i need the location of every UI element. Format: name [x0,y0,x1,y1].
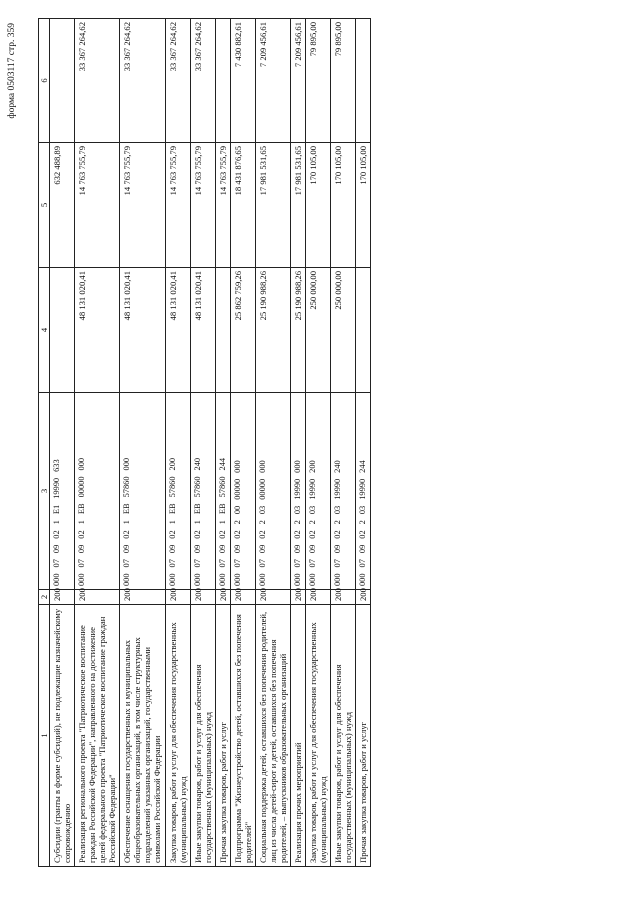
classification-code-cell [230,393,255,590]
executed-amount-cell: 170 105,00 [331,143,356,268]
code-segment: 03 [333,505,343,515]
code-segment: 02 [192,530,202,539]
code-segment: 1 [77,520,87,525]
row-name-cell: Реализация прочих мероприятий [290,605,305,867]
col-header-6: 6 [39,19,50,143]
line-code-cell: 200 [255,590,290,605]
row-name-cell: Обеспечение оснащения государственных и муниципальных общеобразовательных организаций, в том числе структурных подразделений указанных организаций, государственными символами Российской Федерации [120,605,165,867]
approved-amount-cell: 48 131 020,41 [190,268,215,393]
code-segment: 02 [217,530,227,539]
line-code-cell: 200 [75,590,120,605]
code-segment: 07 [77,559,87,568]
code-segment: 07 [52,559,62,568]
code-segment: 244 [358,460,368,473]
code-segment: 000 [77,573,87,586]
line-code-cell: 200 [331,590,356,605]
code-segment: 09 [77,544,87,554]
code-segment: 07 [292,559,302,568]
header-row [39,19,50,867]
col-header-1: 1 [39,605,50,867]
code-segment: EB [167,503,177,515]
code-segment: 02 [358,530,368,539]
unexecuted-amount-cell: 79 895,00 [306,19,331,143]
row-name-cell: Субсидии (гранты в форме субсидий), не подлежащие казначейскому сопровождению [50,605,75,867]
table-row [75,19,120,867]
code-segment: 03 [292,505,302,515]
code-segment: 000 [167,573,177,586]
approved-amount-cell: 48 131 020,41 [165,268,190,393]
line-code-cell: 200 [230,590,255,605]
approved-amount-cell: 48 131 020,41 [75,268,120,393]
unexecuted-amount-cell: 7 209 456,61 [290,19,305,143]
table-row [190,19,215,867]
executed-amount-cell: 632 488,89 [50,143,75,268]
line-code-cell: 200 [290,590,305,605]
line-code-cell: 200 [306,590,331,605]
code-segment: 000 [292,573,302,586]
code-segment: 000 [308,573,318,586]
code-segment: 09 [333,544,343,554]
code-segment: 09 [257,544,267,554]
code-segment: 09 [308,544,318,554]
code-segment: 02 [122,530,132,539]
code-segment: 200 [167,457,177,471]
code-segment: 03 [358,505,368,515]
code-segment: 240 [192,457,202,471]
code-segment: 02 [292,530,302,539]
code-segment: EB [217,503,227,515]
code-segment: 07 [217,559,227,568]
executed-amount-cell: 170 105,00 [356,143,371,268]
code-segment: 03 [257,505,267,515]
classification-code-cell [120,393,165,590]
classification-code-cell [50,393,75,590]
code-segment: 00000 [257,478,267,500]
approved-amount-cell: 25 190 988,26 [255,268,290,393]
executed-amount-cell: 14 763 755,79 [190,143,215,268]
code-segment: 19990 [308,478,318,500]
approved-amount-cell [215,268,230,393]
row-name-cell: Реализация регионального проекта "Патриотическое воспитание граждан Российской Федерации", направленного на достижение целей федерального проекта "Патриотическое воспитание граждан Российской Федерации" [75,605,120,867]
budget-table [38,18,371,867]
classification-code-cell [331,393,356,590]
col-header-4: 4 [39,268,50,393]
unexecuted-amount-cell [215,19,230,143]
code-segment: EB [122,503,132,515]
executed-amount-cell: 14 763 755,79 [165,143,190,268]
approved-amount-cell: 250 000,00 [331,268,356,393]
table-row [230,19,255,867]
code-segment: 57860 [122,476,132,498]
code-segment: 09 [167,544,177,554]
code-segment: 02 [167,530,177,539]
executed-amount-cell: 14 763 755,79 [120,143,165,268]
code-segment: 000 [292,460,302,473]
unexecuted-amount-cell: 7 209 456,61 [255,19,290,143]
unexecuted-amount-cell: 79 895,00 [331,19,356,143]
col-header-3: 3 [39,393,50,590]
line-code-cell: 200 [50,590,75,605]
code-segment: 19990 [52,477,62,499]
line-code-cell: 200 [215,590,230,605]
code-segment: 1 [217,520,227,525]
classification-code-cell [290,393,305,590]
executed-amount-cell: 14 763 755,79 [215,143,230,268]
code-segment: 000 [333,573,343,586]
code-segment: 000 [257,573,267,586]
code-segment: 09 [52,544,62,554]
unexecuted-amount-cell: 7 430 882,61 [230,19,255,143]
code-segment: 000 [257,460,267,473]
code-segment: 000 [358,573,368,586]
code-segment: 09 [217,544,227,554]
classification-code-cell [215,393,230,590]
code-segment: 19990 [333,478,343,500]
unexecuted-amount-cell: 33 367 264,62 [120,19,165,143]
code-segment: 09 [292,544,302,554]
code-segment: 240 [333,460,343,473]
code-segment: EB [192,503,202,515]
code-segment: 57860 [167,476,177,498]
code-segment: 2 [358,520,368,525]
code-segment: 09 [122,544,132,554]
code-segment: 2 [292,520,302,525]
code-segment: 02 [308,530,318,539]
code-segment: 07 [308,559,318,568]
code-segment: 2 [333,520,343,525]
code-segment: 03 [308,505,318,515]
executed-amount-cell: 17 981 531,65 [290,143,305,268]
code-segment: 200 [308,460,318,473]
approved-amount-cell [356,268,371,393]
code-segment: 000 [52,573,62,586]
line-code-cell: 200 [165,590,190,605]
code-segment: 00000 [77,476,87,498]
code-segment: E1 [52,504,62,515]
unexecuted-amount-cell: 33 367 264,62 [75,19,120,143]
approved-amount-cell: 25 190 988,26 [290,268,305,393]
approved-amount-cell [50,268,75,393]
line-code-cell: 200 [120,590,165,605]
code-segment: 07 [257,559,267,568]
code-segment: 19990 [358,478,368,500]
table-row [215,19,230,867]
row-name-cell: Иные закупки товаров, работ и услуг для обеспечения государственных (муниципальных) нужд [190,605,215,867]
executed-amount-cell: 17 981 531,65 [255,143,290,268]
table-row [255,19,290,867]
code-segment: 07 [232,559,242,568]
code-segment: 1 [122,520,132,525]
approved-amount-cell: 48 131 020,41 [120,268,165,393]
unexecuted-amount-cell: 33 367 264,62 [165,19,190,143]
code-segment: EB [77,503,87,515]
code-segment: 00 [232,505,242,515]
executed-amount-cell: 14 763 755,79 [75,143,120,268]
code-segment: 00000 [232,478,242,500]
row-name-cell: Иные закупки товаров, работ и услуг для обеспечения государственных (муниципальных) нужд [331,605,356,867]
executed-amount-cell: 18 431 876,65 [230,143,255,268]
classification-code-cell [255,393,290,590]
code-segment: 633 [52,459,62,472]
code-segment: 244 [217,457,227,471]
code-segment: 09 [192,544,202,554]
approved-amount-cell: 250 000,00 [306,268,331,393]
code-segment: 07 [192,559,202,568]
code-segment: 02 [232,530,242,539]
code-segment: 02 [257,530,267,539]
code-segment: 1 [167,520,177,525]
code-segment: 000 [232,573,242,586]
row-name-cell: Прочая закупка товаров, работ и услуг [215,605,230,867]
table-body [50,19,371,867]
classification-code-cell [306,393,331,590]
code-segment: 2 [308,520,318,525]
table-row [306,19,331,867]
code-segment: 000 [77,457,87,471]
code-segment: 000 [192,573,202,586]
code-segment: 02 [333,530,343,539]
row-name-cell: Закупка товаров, работ и услуг для обеспечения государственных (муниципальных) нужд [306,605,331,867]
line-code-cell: 200 [356,590,371,605]
table-row [356,19,371,867]
code-segment: 02 [77,530,87,539]
classification-code-cell [165,393,190,590]
unexecuted-amount-cell [356,19,371,143]
row-name-cell: Подпрограмма "Жизнеустройство детей, оставшихся без попечения родителей" [230,605,255,867]
unexecuted-amount-cell: 33 367 264,62 [190,19,215,143]
code-segment: 07 [167,559,177,568]
code-segment: 000 [217,573,227,586]
approved-amount-cell: 25 862 759,26 [230,268,255,393]
code-segment: 000 [232,460,242,473]
code-segment: 07 [122,559,132,568]
code-segment: 1 [192,520,202,525]
table-row [120,19,165,867]
table-row [50,19,75,867]
col-header-2: 2 [39,590,50,605]
code-segment: 1 [52,520,62,525]
executed-amount-cell: 170 105,00 [306,143,331,268]
classification-code-cell [75,393,120,590]
row-name-cell: Прочая закупка товаров, работ и услуг [356,605,371,867]
code-segment: 19990 [292,478,302,500]
code-segment: 000 [122,573,132,586]
row-name-cell: Социальная поддержка детей, оставшихся без попечения родителей, лиц из числа детей-сирот и детей, оставшихся без попечения родителей, – выпускников образовательных организаций [255,605,290,867]
unexecuted-amount-cell [50,19,75,143]
form-reference: форма 0503117 стр. 359 [7,23,17,119]
code-segment: 07 [358,559,368,568]
code-segment: 09 [232,544,242,554]
code-segment: 2 [232,520,242,525]
line-code-cell: 200 [190,590,215,605]
table-row [331,19,356,867]
classification-code-cell [190,393,215,590]
code-segment: 07 [333,559,343,568]
classification-code-cell [356,393,371,590]
code-segment: 02 [52,530,62,539]
code-segment: 57860 [192,476,202,498]
code-segment: 2 [257,520,267,525]
code-segment: 000 [122,457,132,471]
table-row [165,19,190,867]
table-row [290,19,305,867]
code-segment: 57860 [217,476,227,498]
code-segment: 09 [358,544,368,554]
col-header-5: 5 [39,143,50,268]
row-name-cell: Закупка товаров, работ и услуг для обеспечения государственных (муниципальных) нужд [165,605,190,867]
